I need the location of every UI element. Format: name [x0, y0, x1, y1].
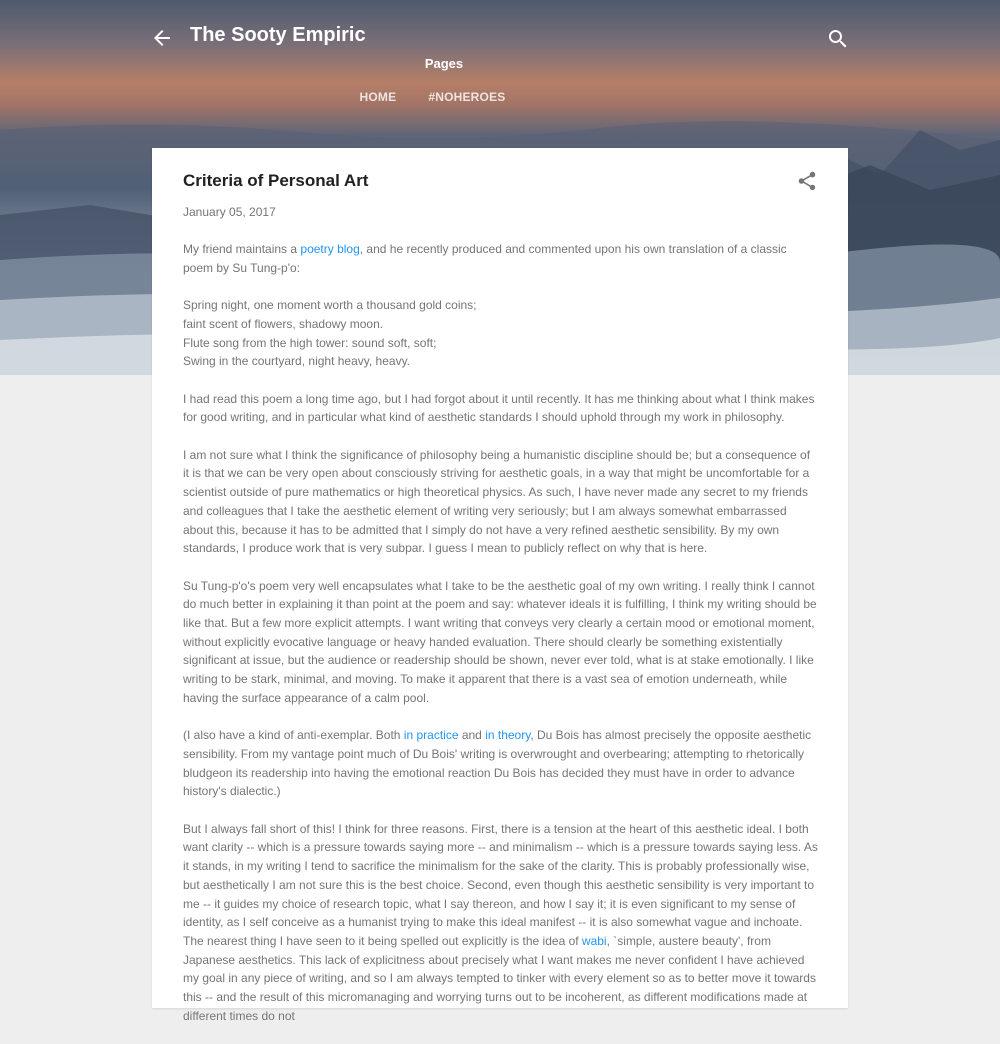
paragraph-6-text-b: , `simple, austere beauty', from Japanese aesthetics. This lack of explicitness about precisely what I want makes me never confident I have achieved my goal in any piece of writing, and so I am always tempted to tinker with every element so as to better move it towards this -- and the result of this micromanaging and worrying turns out to be incoherent, as different modifications made at different times do not [183, 933, 816, 1023]
paragraph-2: I had read this poem a long time ago, but I had forgot about it until recently. It has me thinking about what I think makes for good writing, and in particular what kind of aesthetic standards I should uphold through my work in philosophy. [183, 391, 815, 425]
pages-label: Pages [424, 56, 464, 71]
back-button[interactable] [150, 26, 174, 50]
nav-item-home[interactable]: HOME [359, 90, 397, 104]
paragraph-5-text-c: , Du Bois has almost precisely the opposite aesthetic sensibility. From my vantage point much of Du Bois' writing is overwrought and overbearing; attempting to rhetorically bludgeon its readership into having the emotional reaction Du Bois has decided they must have in order to advance history's dialectic.) [183, 728, 812, 799]
paragraph-5-text-b: and [458, 728, 486, 743]
poem-line: Spring night, one moment worth a thousand gold coins; [183, 298, 477, 313]
in-theory-link[interactable]: in theory [485, 728, 531, 743]
post-title[interactable]: Criteria of Personal Art [183, 171, 369, 190]
paragraph-1 [183, 240, 819, 277]
paragraph-6-text-a: But I always fall short of this! I think for three reasons. First, there is a tension at the heart of this aesthetic ideal. I both want clarity -- which is a pressure towards saying more -- and minimalism -- which is a pressure towards saying less. As it stands, in my writing I tend to sacrifice the minimalism for the sake of the clarity. This is probably professionally wise, but aesthetically I am not sure this is the best choice. Second, even though this aesthetic sensibility is very important to me -- it guides my choice of research topic, what I say thereon, and how I say it; it is even significant to my sense of identity, as I self conceive as a humanist trying to make this ideal manifest -- it is also somewhat vague and inchoate. The nearest thing I have seen to it being spelled out explicitly is the idea of [183, 821, 818, 948]
paragraph-6 [183, 820, 819, 1026]
paragraph-1-text-a: My friend maintains a [183, 242, 301, 256]
search-icon [826, 27, 850, 51]
poem-line: Swing in the courtyard, night heavy, heavy. [183, 354, 411, 369]
share-button[interactable] [796, 170, 818, 192]
paragraph-3: I am not sure what I think the significance of philosophy being a humanistic discipline should be; but a consequence of it is that we can be very open about consciously striving for aesthetic goals, in a way that might be uncomfortable for a scientist outside of pure mathematics or high theoretical physics. As such, I have never made any secret to my friends and colleagues that I take the aesthetic element of writing very seriously; but I am always somewhat embarrassed about this, because it has to be admitted that I simply do not have a very refined aesthetic sensibility. By my own standards, I produce work that is very subpar. I guess I mean to publicly reflect on why that is here. [183, 447, 811, 556]
poem [183, 296, 819, 371]
in-practice-link[interactable]: in practice [403, 728, 459, 743]
post-body [183, 240, 819, 1044]
page-nav [0, 90, 1000, 104]
share-icon [796, 170, 818, 192]
paragraph-1-text-b: , and he recently produced and commented upon his own translation of a classic poem by Su Tung-p'o: [183, 242, 787, 275]
poem-line: Flute song from the high tower: sound soft, soft; [183, 335, 437, 350]
poem-line: faint scent of flowers, shadowy moon. [183, 316, 384, 331]
blog-title[interactable]: The Sooty Empiric [190, 24, 366, 46]
post-card [152, 148, 848, 1023]
paragraph-5-text-a: (I also have a kind of anti-exemplar. Both [183, 728, 404, 743]
nav-item-noheroes[interactable]: #NOHEROES [428, 90, 506, 104]
search-button[interactable] [826, 27, 850, 51]
paragraph-4: Su Tung-p'o's poem very well encapsulates what I take to be the aesthetic goal of my own writing. I really think I cannot do much better in explaining it than point at the poem and say: whatever ideals it is fulfilling, I think my writing should be like that. But a few more explicit attempts. I want writing that conveys very clearly a certain mood or emotional moment, without explicitly evocative language or heavy handed evaluation. There should clearly be something existentially significant at issue, but the audience or readership should be shown, never ever told, what is at stake emotionally. I like writing to be stark, minimal, and moving. To make it apparent that there is a vast sea of emotion underneath, while having the surface appearance of a calm pool. [183, 578, 817, 705]
arrow-back-icon [150, 26, 174, 50]
post-date: January 05, 2017 [183, 205, 276, 219]
wabi-link[interactable]: wabi [581, 933, 607, 948]
poetry-blog-link[interactable]: poetry blog [300, 242, 360, 256]
paragraph-5 [183, 726, 819, 801]
